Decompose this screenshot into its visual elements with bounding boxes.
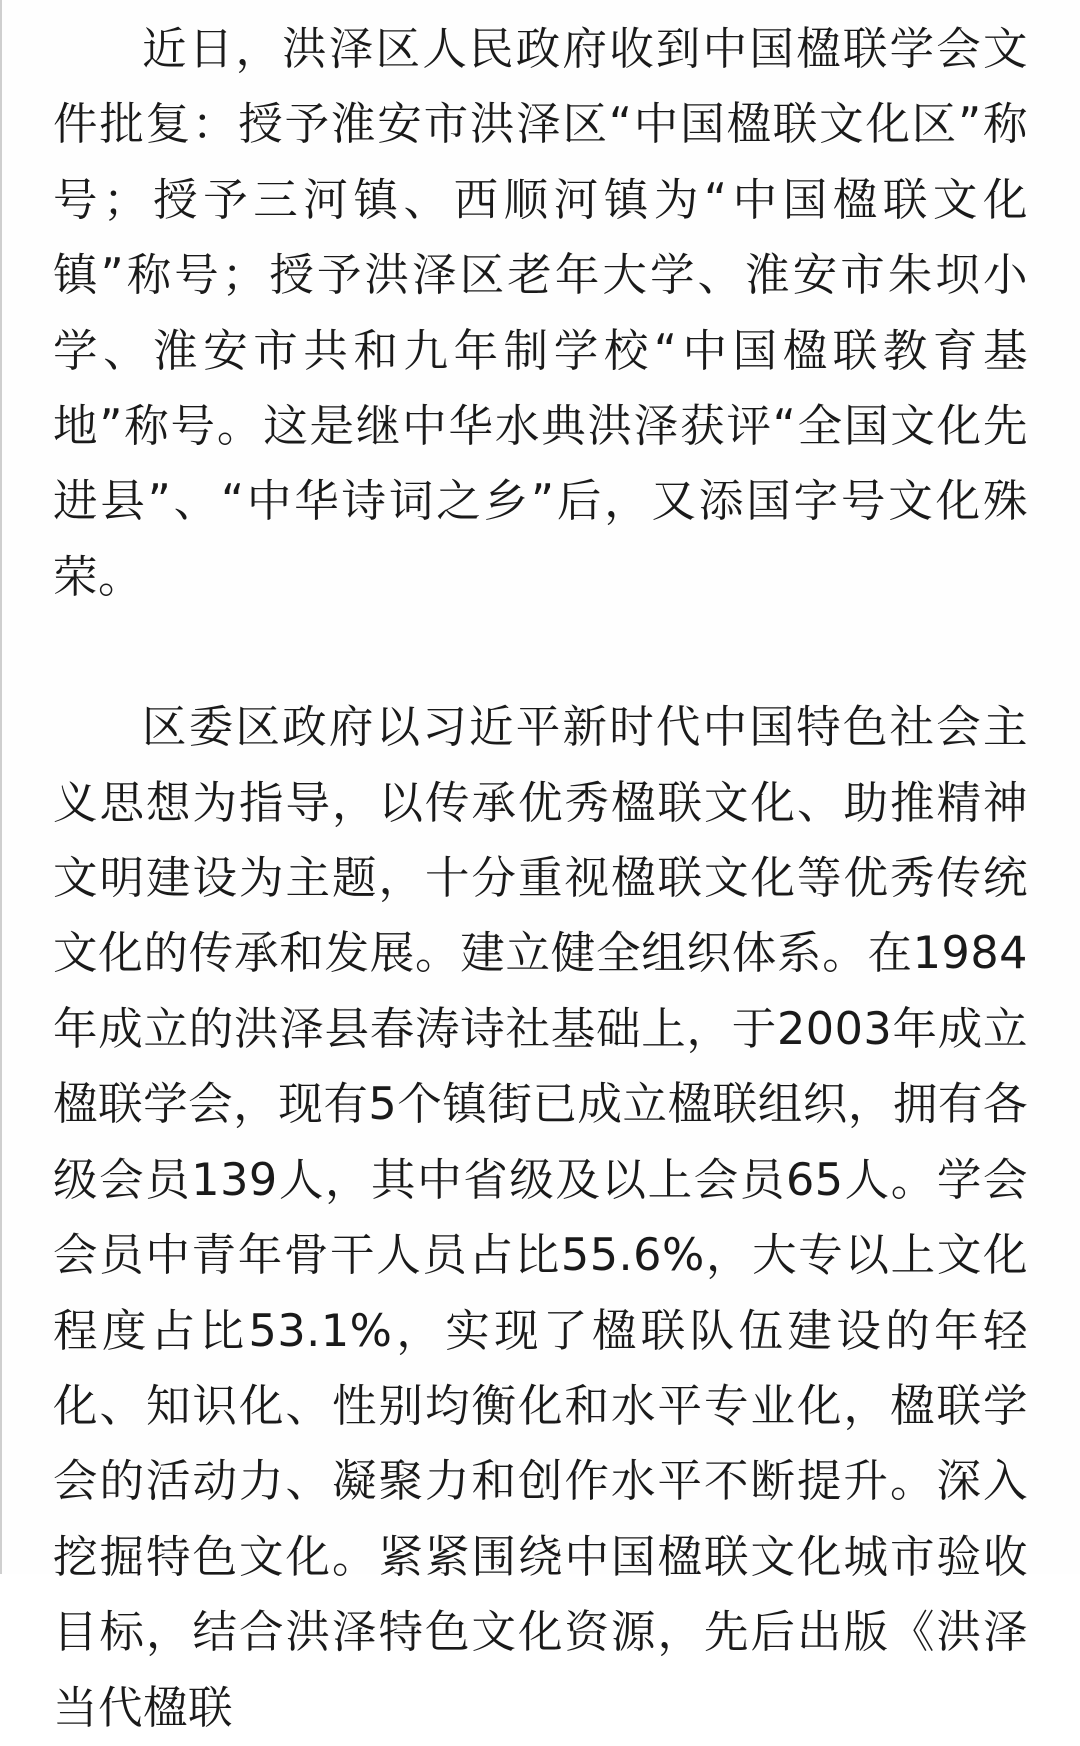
paragraph-1: 近日，洪泽区人民政府收到中国楹联学会文件批复：授予淮安市洪泽区“中国楹联文化区”称号；授予三河镇、西顺河镇为“中国楹联文化镇”称号；授予洪泽区老年大学、淮安市朱坝小学、淮安市共和九年制学校“中国楹联教育基地”称号。这是继中华水典洪泽获评“全国文化先进县”、“中华诗词之乡”后，又添国字号文化殊荣。 bbox=[53, 24, 1028, 603]
page-edge bbox=[0, 0, 2, 1574]
paragraph-2: 区委区政府以习近平新时代中国特色社会主义思想为指导，以传承优秀楹联文化、助推精神文明建设为主题，十分重视楹联文化等优秀传统文化的传承和发展。建立健全组织体系。在1984年成立的洪泽县春涛诗社基础上，于2003年成立楹联学会，现有5个镇街已成立楹联组织，拥有各级会员139人，其中省级及以上会员65人。学会会员中青年骨干人员占比55.6%，大专以上文化程度占比53.1%，实现了楹联队伍建设的年轻化、知识化、性别均衡化和水平专业化，楹联学会的活动力、凝聚力和创作水平不断提升。深入挖掘特色文化。紧紧围绕中国楹联文化城市验收目标，结合洪泽特色文化资源，先后出版《洪泽当代楹联 bbox=[53, 702, 1028, 1734]
article-body bbox=[53, 12, 1028, 1746]
